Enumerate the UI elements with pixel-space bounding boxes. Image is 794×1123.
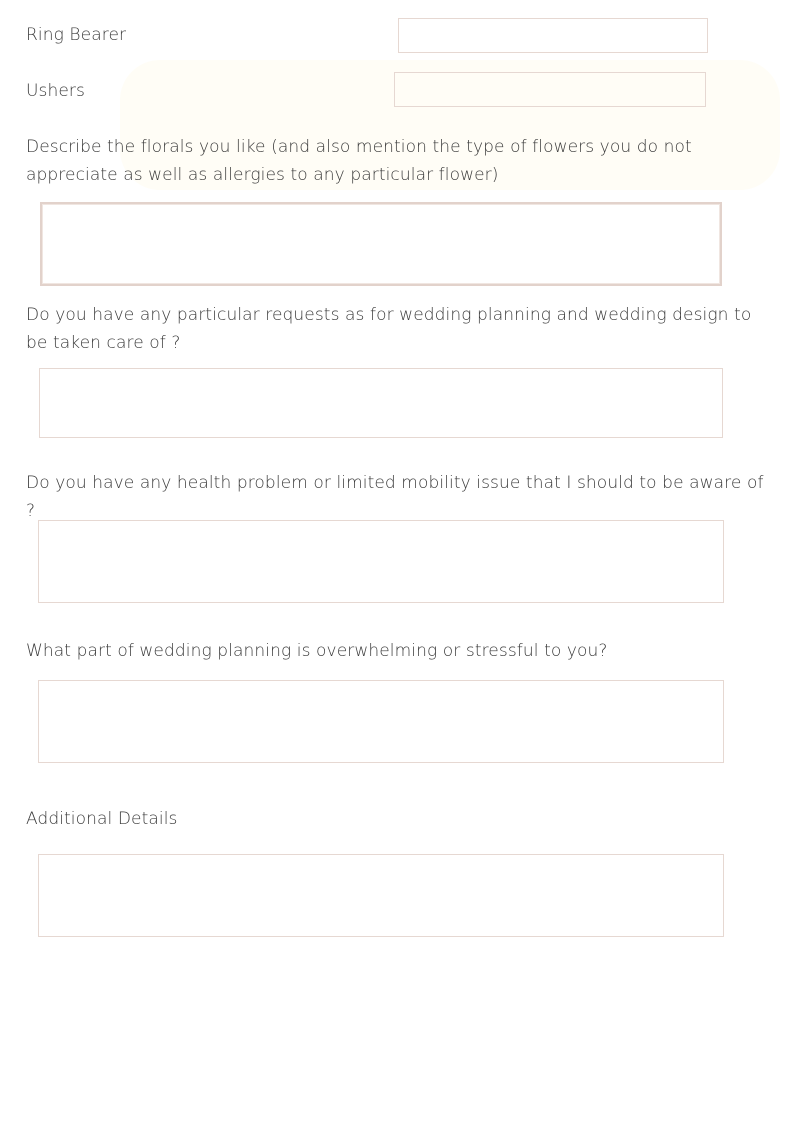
ushers-input[interactable] [394,72,706,107]
florals-question-label: Describe the florals you like (and also mention the type of flowers you do not appreciate as well as allergies to any particular flower) [26,137,692,185]
health-question-label: Do you have any health problem or limited mobility issue that I should to be aware of ? [26,473,764,521]
planning-requests-label: Do you have any particular requests as for wedding planning and wedding design to be taken care of ? [26,305,752,353]
stressful-question-label: What part of wedding planning is overwhelming or stressful to you? [26,641,608,661]
additional-details-textarea[interactable] [38,854,724,937]
florals-textarea[interactable] [40,202,722,286]
ushers-label: Ushers [26,81,85,101]
stressful-textarea[interactable] [38,680,724,763]
health-textarea[interactable] [38,520,724,603]
additional-details-label: Additional Details [26,809,178,829]
ring-bearer-input[interactable] [398,18,708,53]
planning-requests-textarea[interactable] [39,368,723,438]
ring-bearer-label: Ring Bearer [26,25,127,45]
